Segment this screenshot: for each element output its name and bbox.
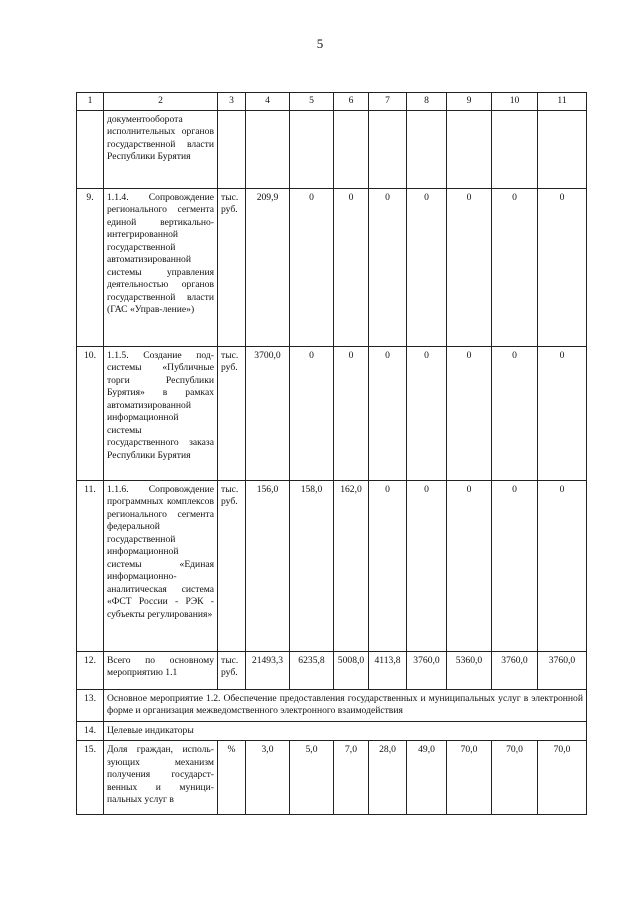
table-row (77, 741, 587, 815)
column-number-row (77, 93, 587, 111)
section-row (77, 690, 587, 722)
row-unit: тыс. руб. (218, 189, 246, 347)
row-number (77, 111, 104, 189)
cell-value: 6235,8 (290, 652, 334, 690)
cell-value: 5008,0 (334, 652, 369, 690)
cell-value: 49,0 (407, 741, 447, 815)
cell-value: 21493,3 (246, 652, 290, 690)
cell-value (369, 111, 407, 189)
cell-value: 0 (538, 189, 587, 347)
table-row (77, 111, 587, 189)
cell-value: 0 (538, 347, 587, 481)
cell-value: 162,0 (334, 481, 369, 652)
col-header: 2 (104, 93, 218, 111)
col-header: 11 (538, 93, 587, 111)
table-row (77, 189, 587, 347)
cell-value: 0 (369, 189, 407, 347)
row-name: документооборота исполнительных органов государственной власти Республики Бурятия (104, 111, 218, 189)
cell-value: 0 (369, 347, 407, 481)
row-unit (218, 111, 246, 189)
col-header: 8 (407, 93, 447, 111)
cell-value: 5,0 (290, 741, 334, 815)
col-header: 10 (492, 93, 538, 111)
cell-value (246, 111, 290, 189)
row-unit: тыс. руб. (218, 481, 246, 652)
cell-value: 0 (538, 481, 587, 652)
col-header: 6 (334, 93, 369, 111)
cell-value (290, 111, 334, 189)
cell-value: 158,0 (290, 481, 334, 652)
cell-value: 0 (407, 189, 447, 347)
cell-value (447, 111, 492, 189)
row-number: 9. (77, 189, 104, 347)
cell-value: 3760,0 (538, 652, 587, 690)
col-header: 7 (369, 93, 407, 111)
row-number: 11. (77, 481, 104, 652)
cell-value: 0 (492, 347, 538, 481)
cell-value: 156,0 (246, 481, 290, 652)
row-name: 1.1.4. Сопровождение регионального сегмента единой вертикально-интегрированной государственной автоматизированной системы управления деятельностью органов государственной власти (ГАС «Управ-ление») (104, 189, 218, 347)
col-header: 4 (246, 93, 290, 111)
row-name: Всего по основному мероприятию 1.1 (104, 652, 218, 690)
cell-value (407, 111, 447, 189)
row-unit: % (218, 741, 246, 815)
cell-value: 0 (290, 347, 334, 481)
col-header: 9 (447, 93, 492, 111)
table-row (77, 347, 587, 481)
col-header: 1 (77, 93, 104, 111)
cell-value: 0 (334, 189, 369, 347)
cell-value: 7,0 (334, 741, 369, 815)
section-heading: Основное мероприятие 1.2. Обеспечение предоставления государственных и муниципальных услуг в электронной форме и организация межведомственного электронного взаимодействия (104, 690, 587, 722)
row-unit: тыс. руб. (218, 652, 246, 690)
cell-value: 28,0 (369, 741, 407, 815)
row-name: 1.1.5. Создание под-системы «Публичные торги Республики Бурятия» в рамках автоматизированной информационной системы государственного заказа Республики Бурятия (104, 347, 218, 481)
cell-value: 70,0 (447, 741, 492, 815)
cell-value: 3760,0 (492, 652, 538, 690)
cell-value (538, 111, 587, 189)
col-header: 5 (290, 93, 334, 111)
row-number: 13. (77, 690, 104, 722)
col-header: 3 (218, 93, 246, 111)
cell-value (334, 111, 369, 189)
cell-value: 0 (492, 481, 538, 652)
cell-value: 4113,8 (369, 652, 407, 690)
cell-value: 0 (407, 347, 447, 481)
section-heading: Целевые индикаторы (104, 721, 587, 740)
cell-value: 0 (447, 347, 492, 481)
cell-value: 0 (447, 481, 492, 652)
row-unit: тыс. руб. (218, 347, 246, 481)
cell-value: 0 (492, 189, 538, 347)
cell-value: 3760,0 (407, 652, 447, 690)
table-row (77, 481, 587, 652)
row-number: 12. (77, 652, 104, 690)
cell-value: 0 (290, 189, 334, 347)
cell-value (492, 111, 538, 189)
row-number: 15. (77, 741, 104, 815)
cell-value: 209,9 (246, 189, 290, 347)
cell-value: 70,0 (492, 741, 538, 815)
cell-value: 3,0 (246, 741, 290, 815)
cell-value: 3700,0 (246, 347, 290, 481)
cell-value: 0 (407, 481, 447, 652)
cell-value: 0 (447, 189, 492, 347)
cell-value: 70,0 (538, 741, 587, 815)
row-number: 10. (77, 347, 104, 481)
row-name: Доля граждан, исполь-зующих механизм получения государст-венных и муници-пальных услуг в (104, 741, 218, 815)
program-table (76, 92, 587, 815)
section-row (77, 721, 587, 740)
cell-value: 0 (334, 347, 369, 481)
cell-value: 0 (369, 481, 407, 652)
row-number: 14. (77, 721, 104, 740)
row-name: 1.1.6. Сопровождение программных комплексов регионального сегмента федеральной государственной информационной системы «Единая информационно-аналитическая система «ФСТ России - РЭК - субъекты регулирования» (104, 481, 218, 652)
table-row (77, 652, 587, 690)
cell-value: 5360,0 (447, 652, 492, 690)
page-number: 5 (316, 36, 324, 51)
